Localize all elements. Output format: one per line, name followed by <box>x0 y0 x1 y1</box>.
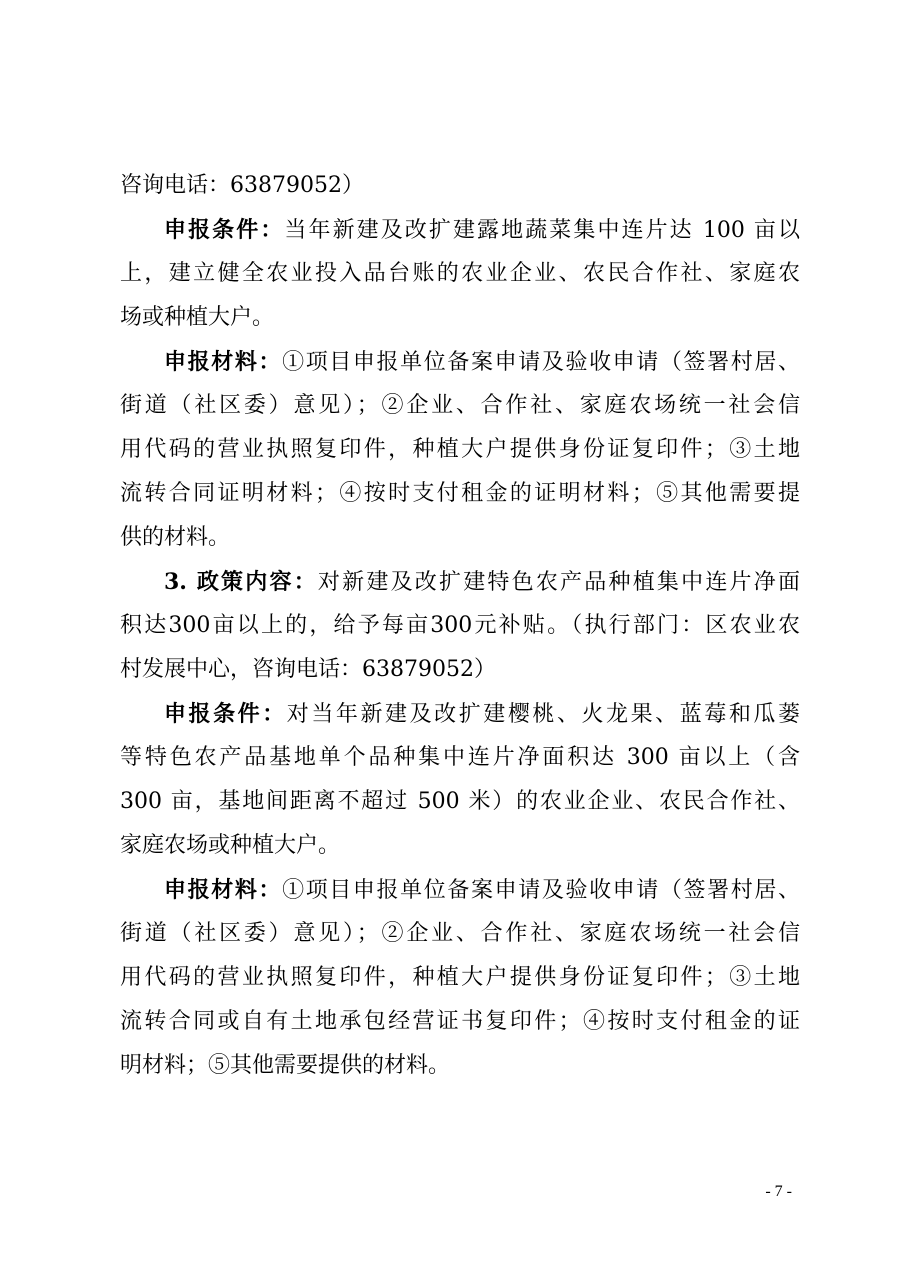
materials-2-line: 明材料；⑤其他需要提供的材料。 <box>120 1053 451 1078</box>
policy-3-text: 对新建及改扩建特色农产品种植集中连片净面 <box>317 570 800 595</box>
materials-1-line: 街道（社区委）意见）；②企业、合作社、家庭农场统一社会信 <box>120 393 800 418</box>
materials-2-line: 街道（社区委）意见）；②企业、合作社、家庭农场统一社会信 <box>120 921 800 946</box>
materials-1-line: 供的材料。 <box>120 525 231 550</box>
conditions-2-line: 家庭农场或种植大户。 <box>120 833 341 858</box>
materials-1-first-line <box>164 340 800 384</box>
conditions-2-line: 等特色农产品基地单个品种集中连片净面积达 300 亩以上（含 <box>120 745 800 770</box>
conditions-1-label: 申报条件： <box>164 217 285 243</box>
materials-1-line: 流转合同证明材料；④按时支付租金的证明材料；⑤其他需要提 <box>120 481 800 506</box>
materials-2-label: 申报材料： <box>164 877 283 903</box>
materials-2-first-line <box>164 868 800 912</box>
page-number: - 7 - <box>765 1183 792 1200</box>
conditions-2-line: 300 亩，基地间距离不超过 500 米）的农业企业、农民合作社、 <box>120 789 800 814</box>
policy-3-label: 3. 政策内容： <box>164 569 318 595</box>
materials-2-text: ①项目申报单位备案申请及验收申请（签署村居、 <box>282 878 800 903</box>
materials-1-text: ①项目申报单位备案申请及验收申请（签署村居、 <box>282 350 800 375</box>
conditions-2-first-line <box>164 692 800 736</box>
conditions-1-line: 上，建立健全农业投入品台账的农业企业、农民合作社、家庭农 <box>120 261 800 286</box>
materials-1-label: 申报材料： <box>164 349 283 375</box>
contact-line: 咨询电话：63879052） <box>120 173 364 198</box>
materials-2-line: 流转合同或自有土地承包经营证书复印件；④按时支付租金的证 <box>120 1009 800 1034</box>
conditions-1-first-line <box>164 208 800 252</box>
conditions-2-label: 申报条件： <box>164 701 287 727</box>
materials-1-line: 用代码的营业执照复印件，种植大户提供身份证复印件；③土地 <box>120 437 800 462</box>
policy-3-line: 村发展中心，咨询电话：63879052） <box>120 657 496 682</box>
conditions-2-text: 对当年新建及改扩建樱桃、火龙果、蓝莓和瓜蒌 <box>286 702 800 727</box>
policy-3-first-line <box>164 560 800 604</box>
materials-2-line: 用代码的营业执照复印件，种植大户提供身份证复印件；③土地 <box>120 965 800 990</box>
policy-3-line: 积达300亩以上的，给予每亩300元补贴。（执行部门：区农业农 <box>120 613 800 638</box>
conditions-1-text: 当年新建及改扩建露地蔬菜集中连片达 100 亩以 <box>284 218 800 243</box>
conditions-1-line: 场或种植大户。 <box>120 305 275 330</box>
